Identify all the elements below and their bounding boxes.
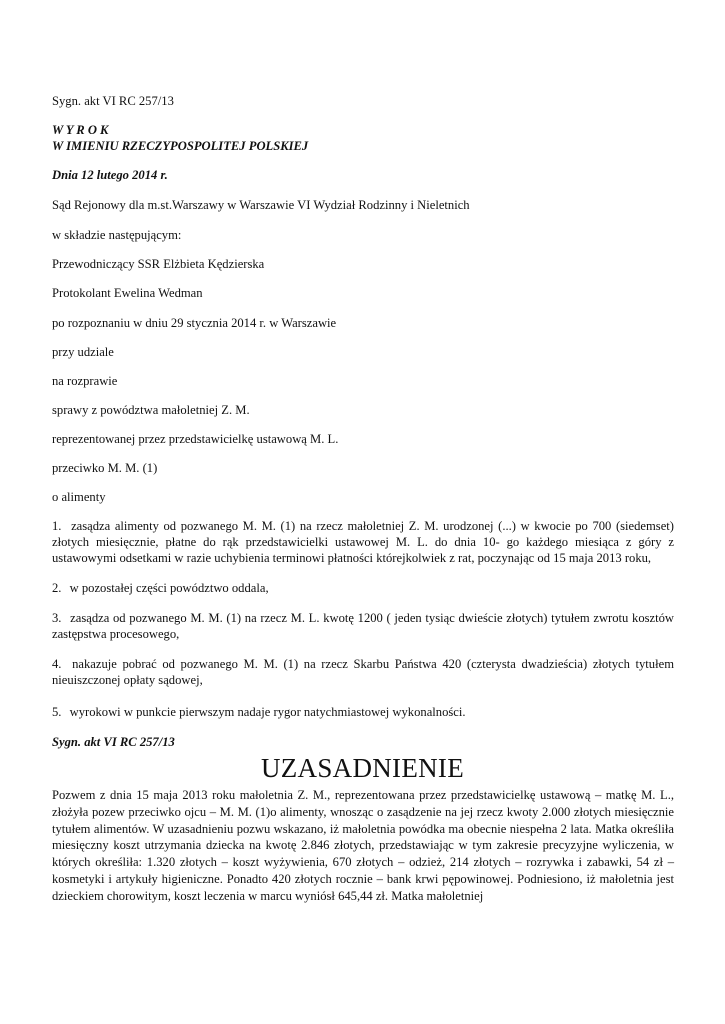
ruling-text: nakazuje pobrać od pozwanego M. M. (1) na rzecz Skarbu Państwa 420 (czterysta dwadzieścia) złotych tytułem nieuiszczonej opłaty sądowej, [52, 657, 674, 687]
ruling-item [52, 580, 674, 596]
ruling-text: wyrokowi w punkcie pierwszym nadaje rygor natychmiastowej wykonalności. [69, 705, 466, 719]
composition-label: w składzie następującym: [52, 228, 182, 242]
ruling-item [52, 656, 674, 688]
ruling-number: 3. [52, 611, 62, 625]
court-name: Sąd Rejonowy dla m.st.Warszawy w Warszawie VI Wydział Rodzinny i Nieletnich [52, 198, 470, 212]
justification-heading: UZASADNIENIE [260, 753, 465, 783]
case-reference-repeat: Sygn. akt VI RC 257/13 [52, 735, 175, 749]
ruling-item [52, 518, 674, 566]
verdict-date: Dnia 12 lutego 2014 r. [52, 168, 168, 182]
hearing-type: na rozprawie [52, 374, 118, 388]
ruling-text: w pozostałej części powództwo oddala, [69, 581, 269, 595]
ruling-item [52, 610, 674, 642]
ruling-number: 4. [52, 657, 62, 671]
participation: przy udziale [52, 345, 114, 359]
case-reference: Sygn. akt VI RC 257/13 [52, 94, 174, 108]
ruling-item [52, 704, 674, 720]
defendant: przeciwko M. M. (1) [52, 461, 158, 475]
ruling-text: zasądza od pozwanego M. M. (1) na rzecz M. L. kwotę 1200 ( jeden tysiąc dwieście złotych) tytułem zwrotu kosztów zastępstwa procesowego, [52, 611, 674, 641]
court-reporter: Protokolant Ewelina Wedman [52, 286, 203, 300]
ruling-text: zasądza alimenty od pozwanego M. M. (1) na rzecz małoletniej Z. M. urodzonej (...) w kwocie po 700 (siedemset) złotych miesięcznie, płatne do rąk przedstawicielki ustawowej M. L. do dnia 10- go każdego miesiąca z góry z ustawowymi odsetkami w razie uchybienia terminowi płatności którejkolwiek z rat, poczynając od 15 maja 2013 roku, [52, 519, 674, 565]
case-plaintiff: sprawy z powództwa małoletniej Z. M. [52, 403, 250, 417]
hearing-date: po rozpoznaniu w dniu 29 stycznia 2014 r. w Warszawie [52, 316, 337, 330]
ruling-number: 2. [52, 581, 62, 595]
case-subject: o alimenty [52, 490, 106, 504]
presiding-judge: Przewodniczący SSR Elżbieta Kędzierska [52, 257, 265, 271]
plaintiff-representative: reprezentowanej przez przedstawicielkę ustawową M. L. [52, 432, 339, 446]
ruling-number: 5. [52, 705, 62, 719]
verdict-subtitle: W IMIENIU RZECZYPOSPOLITEJ POLSKIEJ [52, 139, 309, 153]
justification-paragraph: Pozwem z dnia 15 maja 2013 roku małoletnia Z. M., reprezentowana przez przedstawicielkę ustawową – matkę M. L., złożyła pozew przeciwko ojcu – M. M. (1)o alimenty, wnosząc o zasądzenie na jej rzecz kwoty 2.000 złotych miesięcznie tytułem alimentów. W uzasadnieniu pozwu wskazano, iż małoletnia powódka ma obecnie niespełna 2 lata. Matka określiła miesięczny koszt utrzymania dziecka na kwotę 2.846 złotych, przedstawiając w tym zakresie precyzyjne wyliczenia, w których określiła: 1.320 złotych – koszt wyżywienia, 670 złotych – odzież, 214 złotych – rozrywka i zabawki, 54 zł – kosmetyki i artykuły higieniczne. Ponadto 420 złotych rocznie – bank krwi pępowinowej. Podniesiono, iż małoletnia jest dzieckiem chorowitym, koszt leczenia w marcu wyniósł 645,44 zł. Matka małoletniej [52, 788, 674, 903]
ruling-number: 1. [52, 519, 62, 533]
verdict-title: W Y R O K [52, 123, 109, 137]
